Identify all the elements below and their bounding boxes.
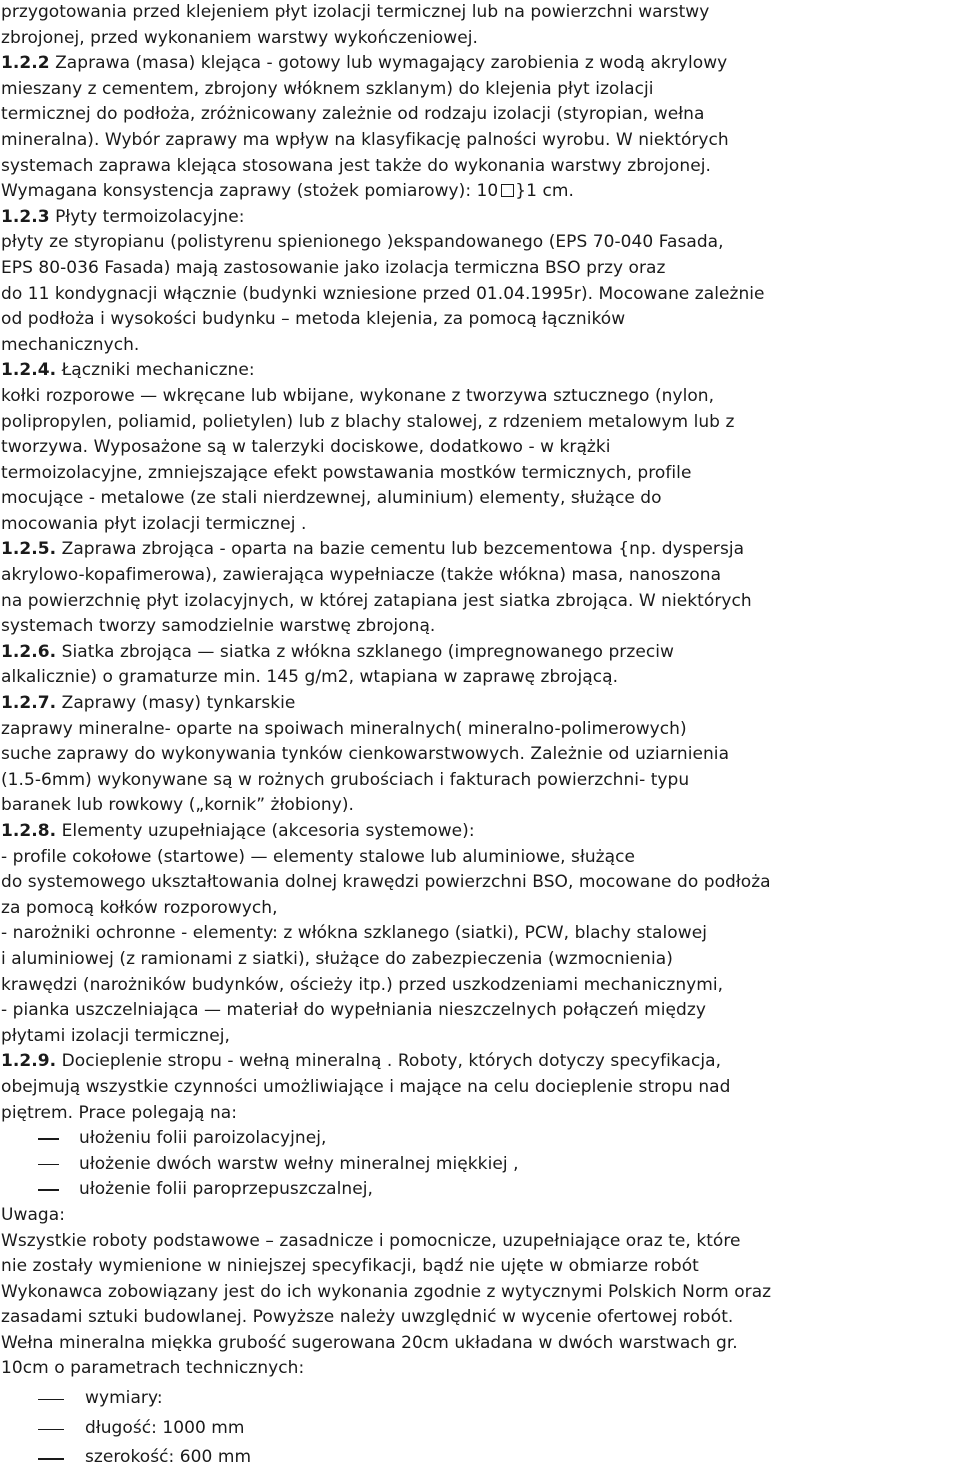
text-line [1,998,960,1024]
text-line: Wykonawca zobowiązany jest do ich wykonania zgodnie z wytycznymi Polskich Norm oraz [1,1281,772,1302]
text-line [1,742,960,768]
section-number: 1.2.4. [1,360,57,381]
section-number: 1.2.9. [1,1051,57,1072]
line-text: tworzywa. Wyposażone są w talerzyki dociskowe, dodatkowo - w krążki [1,437,611,458]
text-line [1,435,960,461]
list-item-text: długość: 1000 mm [85,1417,245,1438]
text-line [1,0,960,26]
line-text-tail: }1 cm. [515,181,574,202]
line-text: piętrem. Prace polegają na: [1,1102,238,1123]
list-item [1,1416,960,1442]
line-text: - profile cokołowe (startowe) — elementy stalowe lub aluminiowe, służące [1,846,636,867]
line-text: akrylowo-kopafimerowa), zawierająca wypełniacze (także włókna) masa, nanoszona [1,565,722,586]
line-text: od podłoża i wysokości budynku – metoda klejenia, za pomocą łączników [1,309,626,330]
line-text: na powierzchnię płyt izolacyjnych, w której zatapiana jest siatka zbrojąca. W niektórych [1,590,752,611]
text-line [1,512,960,538]
text-line [1,819,960,845]
text-line [1,589,960,615]
text-line [1,256,960,282]
section-number: 1.2.6. [1,641,57,662]
line-text: Zaprawa zbrojąca - oparta na bazie cementu lub bezcementowa {np. dyspersja [56,539,745,560]
dash-bullet-icon [38,1399,64,1400]
text-line [1,1024,960,1050]
line-text: Elementy uzupełniające (akcesoria systemowe): [56,821,475,841]
line-text: Łączniki mechaniczne: [56,360,255,381]
text-line [1,793,960,819]
line-text: mocowania płyt izolacji termicznej . [1,513,307,534]
text-line [1,614,960,640]
text-line: zasadami sztuki budowlanej. Powyższe należy uwzględnić w wycenie ofertowej robót. [1,1307,734,1328]
text-line [1,51,960,77]
section-number: 1.2.5. [1,539,57,560]
line-text: płytami izolacji termicznej, [1,1025,230,1046]
text-line [1,1075,960,1101]
text-line [1,1049,960,1075]
work-steps-list [1,1126,960,1203]
text-line [1,768,960,794]
line-text: mocujące - metalowe (ze stali nierdzewnej, aluminium) elementy, służące do [1,488,662,509]
section-number: 1.2.3 [1,206,50,227]
text-line [1,896,960,922]
text-line [1,26,960,52]
line-text: suche zaprawy do wykonywania tynków cienkowarstwowych. Zależnie od uziarnienia [1,744,730,765]
line-text: zaprawy mineralne- oparte na spoiwach mineralnych( mineralno-polimerowych) [1,718,687,739]
line-text: - pianka uszczelniająca — materiał do wypełniania nieszczelnych połączeń między [1,1000,706,1021]
dash-bullet-icon [38,1189,59,1190]
line-text: mieszany z cementem, zbrojony włóknem szklanym) do klejenia płyt izolacji [1,78,654,99]
line-text: kołki rozporowe — wkręcane lub wbijane, wykonane z tworzywa sztucznego (nylon, [1,385,715,406]
line-text: Docieplenie stropu - wełną mineralną . Roboty, których dotyczy specyfikacja, [56,1051,722,1072]
text-line [1,102,960,128]
text-line [1,77,960,103]
text-line [1,1101,960,1127]
line-text: i aluminiowej (z ramionami z siatki), służące do zabezpieczenia (wzmocnienia) [1,948,673,969]
text-line [1,563,960,589]
section-number: 1.2.2 [1,53,50,74]
list-item-text: szerokość: 600 mm [85,1447,252,1468]
line-text: (1.5-6mm) wykonywane są w rożnych grubościach i fakturach powierzchni- typu [1,769,690,790]
text-line: nie zostały wymienione w niniejszej specyfikacji, bądź nie ujęte w obmiarze robót [1,1256,699,1277]
line-text: do systemowego ukształtowania dolnej krawędzi powierzchni BSO, mocowane do podłoża [1,872,771,893]
text-line [1,461,960,487]
line-text: Zaprawy (masy) tynkarskie [56,693,296,714]
line-text: Płyty termoizolacyjne: [49,206,245,227]
text-line [1,205,960,231]
text-line: Uwaga: [1,1204,66,1225]
text-line [1,282,960,308]
text-line [1,358,960,384]
missing-glyph-box-icon [501,184,514,197]
line-text: baranek lub rowkowy („kornik” żłobiony). [1,795,354,816]
section-number: 1.2.7. [1,693,57,714]
list-item-text: ułożenie folii paroprzepuszczalnej, [79,1179,373,1200]
line-text: Wymagana konsystencja zaprawy (stożek pomiarowy): 10 [1,181,499,202]
line-text: mechanicznych. [1,334,140,355]
line-text: Siatka zbrojąca — siatka z włókna szklanego (impregnowanego przeciw [56,641,674,662]
line-text: do 11 kondygnacji włącznie (budynki wzniesione przed 01.04.1995r). Mocowane zależnie [1,283,765,304]
text-line [1,333,960,359]
line-text: krawędzi (narożników budynków, ościeży itp.) przed uszkodzeniami mechanicznymi, [1,974,724,995]
list-item [1,1177,960,1203]
line-text: systemach tworzy samodzielnie warstwę zbrojoną. [1,616,436,637]
line-text: termicznej do podłoża, zróżnicowany zależnie od rodzaju izolacji (styropian, wełna [1,104,705,125]
text-line [1,179,960,205]
list-item [1,1386,960,1412]
text-line: 10cm o parametrach technicznych: [1,1358,305,1379]
text-line [1,947,960,973]
list-item [1,1126,960,1152]
line-text: termoizolacyjne, zmniejszające efekt powstawania mostków termicznych, profile [1,462,692,483]
text-line: Wszystkie roboty podstawowe – zasadnicze i pomocnicze, uzupełniające oraz te, które [1,1230,741,1251]
specification-text [1,0,960,1126]
list-item-text: ułożeniu folii paroizolacyjnej, [79,1128,327,1149]
text-line [1,665,960,691]
text-line [1,973,960,999]
line-text: EPS 80-036 Fasada) mają zastosowanie jako izolacja termiczna BSO przy oraz [1,257,666,278]
text-line [1,410,960,436]
section-number: 1.2.8. [1,821,57,841]
list-item [1,1445,960,1471]
text-line [1,128,960,154]
line-text: za pomocą kołków rozporowych, [1,897,278,918]
text-line: Wełna mineralna miękka grubość sugerowana 20cm układana w dwóch warstwach gr. [1,1332,738,1353]
text-line [1,870,960,896]
text-line [1,537,960,563]
list-item-text: wymiary: [85,1388,163,1409]
text-line [1,717,960,743]
line-text: przygotowania przed klejeniem płyt izolacji termicznej lub na powierzchni warstwy [1,2,710,22]
dash-bullet-icon [38,1458,64,1459]
dash-bullet-icon [38,1429,64,1430]
list-item-text: ułożenie dwóch warstw wełny mineralnej miękkiej , [79,1153,519,1174]
text-line [1,154,960,180]
line-text: Zaprawa (masa) klejąca - gotowy lub wymagający zarobienia z wodą akrylowy [49,53,728,74]
text-line [1,486,960,512]
line-text: obejmują wszystkie czynności umożliwiające i mające na celu docieplenie stropu nad [1,1076,731,1097]
dash-bullet-icon [38,1164,59,1165]
text-line [1,845,960,871]
note-text [1,1203,960,1382]
line-text: zbrojonej, przed wykonaniem warstwy wykończeniowej. [1,27,478,48]
line-text: polipropylen, poliamid, polietylen) lub z blachy stalowej, z rdzeniem metalowym lub z [1,411,735,432]
text-line [1,307,960,333]
line-text: mineralna). Wybór zaprawy ma wpływ na klasyfikację palności wyrobu. W niektórych [1,129,729,150]
text-line [1,691,960,717]
text-line [1,230,960,256]
dimensions-list [1,1386,960,1471]
line-text: płyty ze styropianu (polistyrenu spienionego )ekspandowanego (EPS 70-040 Fasada, [1,232,724,253]
list-item [1,1152,960,1178]
dash-bullet-icon [38,1138,59,1139]
line-text: - narożniki ochronne - elementy: z włókna szklanego (siatki), PCW, blachy stalowej [1,923,707,944]
line-text: systemach zaprawa klejąca stosowana jest także do wykonania warstwy zbrojonej. [1,155,711,176]
line-text: alkalicznie) o gramaturze min. 145 g/m2, wtapiana w zaprawę zbrojącą. [1,667,619,688]
text-line [1,640,960,666]
text-line [1,921,960,947]
text-line [1,384,960,410]
